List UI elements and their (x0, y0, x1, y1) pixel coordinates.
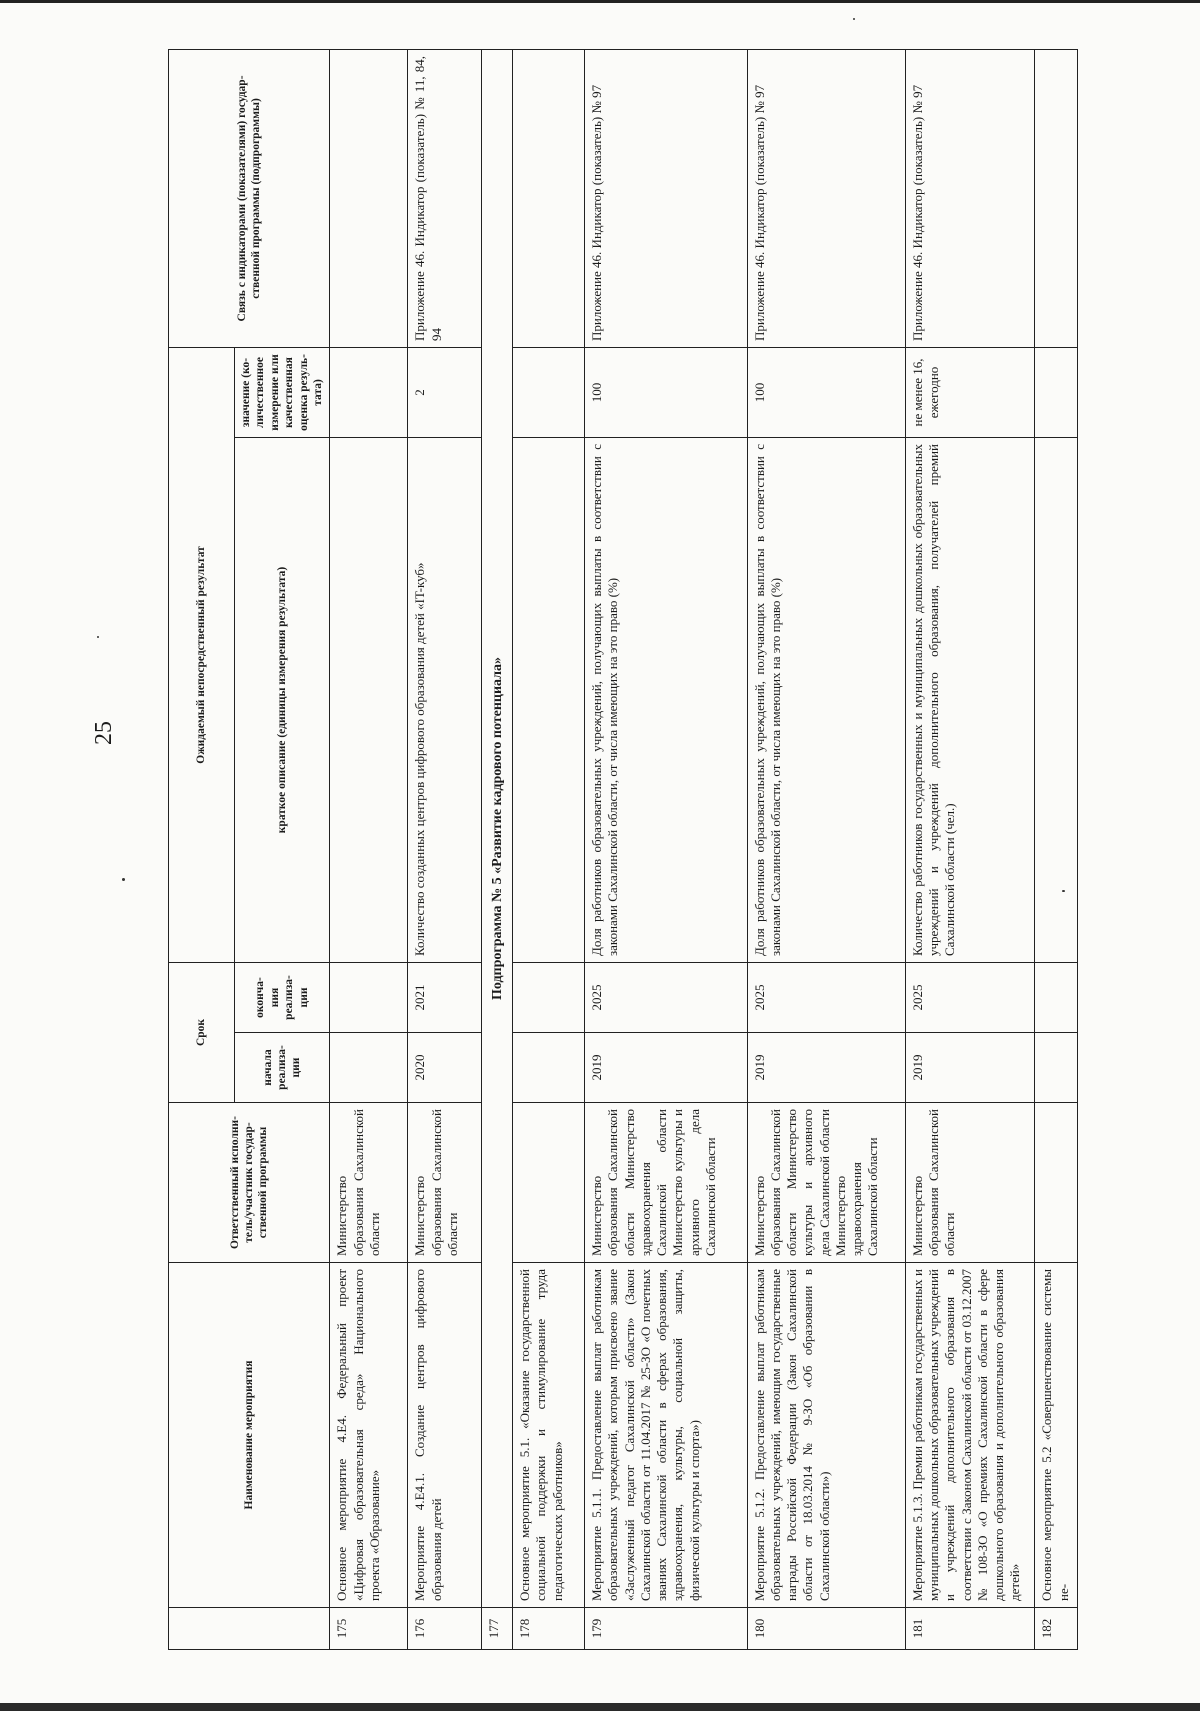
header-name: Наименование мероприятия (169, 1263, 330, 1608)
header-result-desc: краткое описание (единицы измерения результата) (235, 437, 330, 962)
header-responsible: Ответственный исполни-тель/участник государ-ственной программы (169, 1103, 330, 1263)
header-result-value: значение (ко-личественное измерение или качественная оценка резуль-тата) (235, 347, 330, 437)
row-responsible (1035, 1103, 1078, 1263)
header-indicator: Связь с индикаторами (показателями) государ-ственной программы (подпрограммы) (169, 49, 330, 347)
row-name: Мероприятие 5.1.3. Премии работникам государственных и муниципальных дошкольных образовательных учреждений и учреждений дополнительного образования в соответствии с Законом Сахалинской области от 03.12.2007 № 108-ЗО «О премиях Сахалинской области в сфере дошкольного образования и дополнительного образования детей» (905, 1263, 1035, 1608)
row-desc: Количество созданных центров цифрового образования детей «IT-куб» (408, 437, 482, 962)
table-row-subprogram (482, 49, 513, 1649)
row-name: Основное мероприятие 5.2 «Совершенствование системы не- (1035, 1263, 1078, 1608)
row-end: 2025 (905, 962, 1035, 1032)
table-row (513, 49, 585, 1649)
table-row (1035, 49, 1078, 1649)
row-name: Мероприятие 4.Е4.1. Создание центров цифрового образования детей (408, 1263, 482, 1608)
row-indicator: Приложение 46. Индикатор (показатель) № 97 (747, 49, 905, 347)
row-value (330, 347, 408, 437)
row-start: 2019 (747, 1033, 905, 1103)
row-value: 2 (408, 347, 482, 437)
row-value: не менее 16, ежегодно (905, 347, 1035, 437)
table-row (408, 49, 482, 1649)
row-desc (1035, 437, 1078, 962)
row-indicator (330, 49, 408, 347)
scan-speck (97, 636, 99, 638)
row-indicator (1035, 49, 1078, 347)
row-end (513, 962, 585, 1032)
row-value: 100 (585, 347, 747, 437)
row-desc (513, 437, 585, 962)
subprogram-title: Подпрограмма № 5 «Развитие кадрового потенциала» (482, 49, 513, 1607)
header-result: Ожидаемый непосредственный результат (169, 347, 235, 962)
row-number: 181 (905, 1608, 1035, 1650)
row-indicator: Приложение 46. Индикатор (показатель) № 97 (585, 49, 747, 347)
row-start (513, 1033, 585, 1103)
row-value (1035, 347, 1078, 437)
header-term-end: оконча-ния реализа-ции (235, 962, 330, 1032)
row-indicator: Приложение 46. Индикатор (показатель) № 97 (905, 49, 1035, 347)
row-end: 2025 (585, 962, 747, 1032)
page-number: 25 (91, 721, 117, 745)
row-name: Мероприятие 5.1.2. Предоставление выплат работникам образовательных учреждений, имеющим государственные награды Российской Федерации (Закон Сахалинской области от 18.03.2014 № 9-ЗО «Об образовании в Сахалинской области») (747, 1263, 905, 1608)
row-responsible (513, 1103, 585, 1263)
row-name: Основное мероприятие 5.1. «Оказание государственной социальной поддержки и стимулирование труда педагогических работников» (513, 1263, 585, 1608)
row-end (330, 962, 408, 1032)
row-start (1035, 1033, 1078, 1103)
row-desc (330, 437, 408, 962)
row-value (513, 347, 585, 437)
row-number: 175 (330, 1608, 408, 1650)
row-number: 179 (585, 1608, 747, 1650)
row-number: 178 (513, 1608, 585, 1650)
table-row (905, 49, 1035, 1649)
header-number (169, 1608, 330, 1650)
row-responsible: Министерство образования Сахалинской области (408, 1103, 482, 1263)
table-row (585, 49, 747, 1649)
row-responsible: Министерство образования Сахалинской области Министерство культуры и архивного дела Сахалинской области Министерство здравоохранения Сахалинской области (747, 1103, 905, 1263)
row-responsible: Министерство образования Сахалинской области (905, 1103, 1035, 1263)
scan-speck (122, 878, 125, 881)
row-responsible: Министерство образования Сахалинской области Министерство здравоохранения Сахалинской области Министерство культуры и архивного дела Сахалинской области (585, 1103, 747, 1263)
row-start: 2019 (905, 1033, 1035, 1103)
scan-top-edge (0, 0, 1200, 3)
row-end: 2021 (408, 962, 482, 1032)
row-name: Мероприятие 5.1.1. Предоставление выплат работникам образовательных учреждений, которым присвоено звание «Заслуженный педагог Сахалинской области» (Закон Сахалинской области от 11.04.2017 № 25-ЗО «О почетных званиях Сахалинской области в сферах образования, здравоохранения, культуры, социальной защиты, физической культуры и спорта») (585, 1263, 747, 1608)
header-term: Срок (169, 962, 235, 1102)
row-desc: Количество работников государственных и муниципальных дошкольных образовательных учреждений и учреждений дополнительного образования, получателей премий Сахалинской области (чел.) (905, 437, 1035, 962)
row-end: 2025 (747, 962, 905, 1032)
row-indicator (513, 49, 585, 347)
row-name: Основное мероприятие 4.Е4. Федеральный проект «Цифровая образовательная среда» Национального проекта «Образование» (330, 1263, 408, 1608)
row-number: 182 (1035, 1608, 1078, 1650)
table-row (330, 49, 408, 1649)
row-start (330, 1033, 408, 1103)
activities-table (168, 49, 1078, 1650)
table-row (747, 49, 905, 1649)
scan-bottom-edge (0, 1703, 1200, 1711)
header-term-start: начала реализа-ции (235, 1033, 330, 1103)
rotated-document (168, 50, 1078, 1650)
scan-speck (853, 18, 855, 20)
row-number: 177 (482, 1608, 513, 1650)
row-indicator: Приложение 46. Индикатор (показатель) № 11, 84, 94 (408, 49, 482, 347)
row-end (1035, 962, 1078, 1032)
row-number: 180 (747, 1608, 905, 1650)
row-start: 2019 (585, 1033, 747, 1103)
row-number: 176 (408, 1608, 482, 1650)
row-start: 2020 (408, 1033, 482, 1103)
row-value: 100 (747, 347, 905, 437)
row-desc: Доля работников образовательных учреждений, получающих выплаты в соответствии с законами Сахалинской области, от числа имеющих на это право (%) (585, 437, 747, 962)
row-desc: Доля работников образовательных учреждений, получающих выплаты в соответствии с законами Сахалинской области, от числа имеющих на это право (%) (747, 437, 905, 962)
row-responsible: Министерство образования Сахалинской области (330, 1103, 408, 1263)
